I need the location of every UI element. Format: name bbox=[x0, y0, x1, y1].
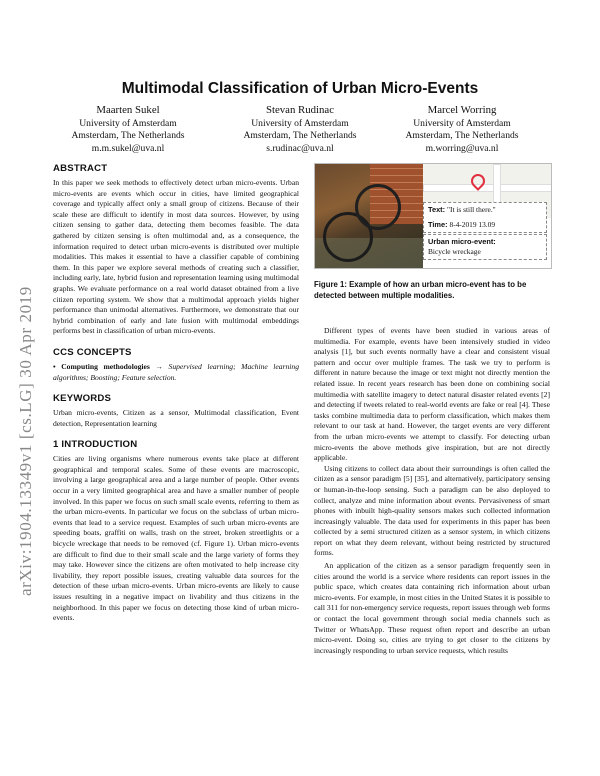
left-column bbox=[53, 163, 299, 624]
author-location: Amsterdam, The Netherlands bbox=[243, 130, 357, 142]
figure-time-value: 8-4-2019 13.09 bbox=[449, 220, 496, 229]
author-affiliation: University of Amsterdam bbox=[413, 117, 511, 129]
ccs-concepts: Supervised learning; Machine learning algorithms; Boosting; Feature selection. bbox=[53, 361, 299, 382]
right-column bbox=[314, 326, 550, 656]
author-1 bbox=[48, 104, 208, 155]
ccs-heading: CCS CONCEPTS bbox=[53, 346, 132, 358]
intro-heading: 1 INTRODUCTION bbox=[53, 439, 138, 451]
figure-1 bbox=[314, 163, 552, 269]
intro-text: Cities are living organisms where numerous events take place at different geographical and temporal scales. Some of these events are macroscopic, involving a large geographical area and a large number of people. Other events occur in a very limited geographical area and have a smaller number of people involved. In this paper we focus on such small scale events, referring to them as the urban micro-events. In particular we focus on the subclass of urban micro-events that lead to a service request. Examples of such urban micro-events are speeding boats, graffiti on walls, trash on the street, broken streetlights or a bicycle wreckage that needs to be removed (cf. Figure 1). Urban micro-events are difficult to find due to their small scale and the large variety of forms they may take. However since the citizens are often motivated to help increase city livability, they report possible issues, creating valuable data sources for the detection of these urban micro-events. Urban micro-events are likely to cause issues resulting in a negative impact on livability and thus citizens in the neighborhood. In this paper we focus on detecting those kind of urban micro-events. bbox=[53, 454, 299, 623]
paragraph: Different types of events have been studied in various areas of multimedia. For example, events have been intensively studied in video analysis [1], but such events normally have a clear and consistent visual pattern and occur over multiple frames. The task we try to perform is different in nature because the image or text might not directly mention the related issue. In recent years research has been done on combining social multimedia with satellite imagery to detect natural disaster related events [2] and detecting if tweets related to real-world events are fake or real [4]. These tasks combine multimedia data to perform classification, which makes them relevant to our task at hand. However, the target events are very different from the urban micro-events we attempt to classify. For detecting urban micro-events the above methods give inspiration, but are not directly applicable. bbox=[314, 326, 550, 463]
paragraph: An application of the citizen as a sensor paradigm frequently seen in cities around the world is a service where residents can report issues in the public space, which creates data containing rich information about urban micro-events. For example, in most cities in the United States it is possible to call 311 for non-emergency service requests, report issues through web forms or contact the local government through social media channels such as Twitter or WhatsApp. These request often report and describe an urban micro-event. Doing so, cities are trying to get closer to the citizens by increasingly responding to urban service requests, which results bbox=[314, 561, 550, 655]
figure-text-box bbox=[423, 202, 547, 233]
paragraph: Using citizens to collect data about their surroundings is often called the citizen as a sensor paradigm [5] [35], and alternatively, participatory sensing or human-in-the-loop sensing. Such a paradigm can be also deployed to collect, analyze and mine information about events. Pervasiveness of smart phones with inbuilt high-quality sensors makes such collected information increasingly valuable. The data used for experiments in this paper has been collected by a semi structured citizen as a sensor system, in which citizens report on what they deem relevant, without being restricted by structured forms. bbox=[314, 463, 550, 558]
bicycle-wheel bbox=[355, 184, 401, 230]
author-affiliation: University of Amsterdam bbox=[251, 117, 349, 129]
figure-event-value: Bicycle wreckage bbox=[428, 247, 481, 256]
author-3 bbox=[382, 104, 542, 155]
author-2 bbox=[220, 104, 380, 155]
figure-event-box bbox=[423, 234, 547, 260]
figure-caption: Figure 1: Example of how an urban micro-event has to be detected between multiple modalities. bbox=[314, 280, 527, 300]
author-location: Amsterdam, The Netherlands bbox=[405, 130, 519, 142]
author-name: Maarten Sukel bbox=[96, 104, 160, 116]
author-email[interactable]: s.rudinac@uva.nl bbox=[266, 142, 334, 154]
paper-title: Multimodal Classification of Urban Micro-Events bbox=[121, 80, 479, 97]
arxiv-id: arXiv:1904.13349v1 [cs.LG] 30 Apr 2019 bbox=[16, 286, 35, 596]
bicycle-photo bbox=[315, 164, 423, 268]
abstract-text: In this paper we seek methods to effectively detect urban micro-events. Urban micro-events are events which occur in cities, have limited geographical coverage and typically affect only a small group of citizens. Because of their scale these are difficult to identify in most data sources. However, by using citizen sensing to gather data, detecting them becomes feasible. The data gathered by citizen sensing is often multimodal and, as a consequence, the information required to detect urban micro-events is distributed over multiple modalities. This makes it essential to have a classifier capable of combining them. In this paper we explore several methods of creating such a classifier, including early, late, hybrid fusion and representation learning using multimodal graphs. We evaluate performance on a real world dataset obtained from a live citizen reporting system. We show that a multimodal approach yields higher performance than unimodal alternatives. Furthermore, we demonstrate that our hybrid combination of early and late fusion with multimodal embeddings performs best in classification of urban micro-events. bbox=[53, 178, 299, 336]
arxiv-stamp bbox=[4, 36, 35, 596]
ccs-category: • Computing methodologies bbox=[53, 361, 150, 371]
figure-event-label: Urban micro-event: bbox=[428, 237, 496, 246]
figure-text-value: "It is still there." bbox=[446, 205, 496, 214]
figure-time-label: Time: bbox=[428, 220, 448, 229]
author-email[interactable]: m.worring@uva.nl bbox=[425, 142, 499, 154]
ccs-text bbox=[53, 362, 299, 383]
abstract-heading: ABSTRACT bbox=[53, 163, 108, 174]
keywords-text: Urban micro-events, Citizen as a sensor, Multimodal classification, Event detection, Representation learning bbox=[53, 408, 299, 428]
keywords-heading: KEYWORDS bbox=[53, 393, 112, 405]
ccs-arrow: → bbox=[149, 361, 169, 371]
author-name: Marcel Worring bbox=[427, 104, 497, 116]
author-name: Stevan Rudinac bbox=[265, 104, 335, 116]
author-affiliation: University of Amsterdam bbox=[79, 117, 177, 129]
author-email[interactable]: m.m.sukel@uva.nl bbox=[91, 142, 165, 154]
author-location: Amsterdam, The Netherlands bbox=[71, 130, 185, 142]
map-road bbox=[423, 184, 552, 192]
figure-text-label: Text: bbox=[428, 205, 446, 214]
